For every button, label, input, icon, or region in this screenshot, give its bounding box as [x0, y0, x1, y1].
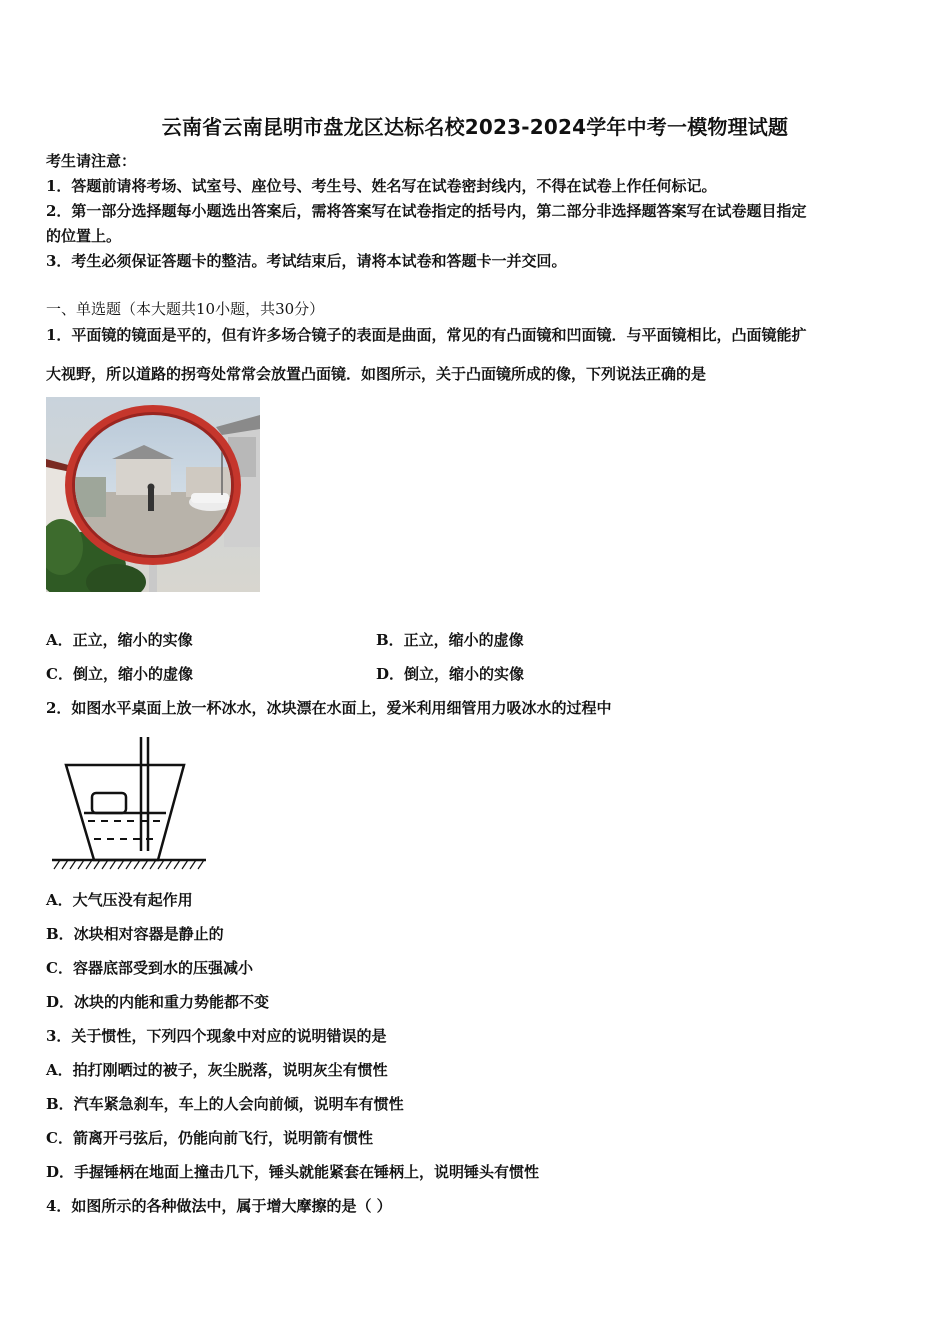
ice-water-cup-diagram [46, 733, 211, 873]
section-heading: 一、单选题（本大题共10小题，共30分） [46, 300, 325, 318]
question-2-option-c[interactable]: C．容器底部受到水的压强减小 [46, 959, 253, 977]
question-2-option-b[interactable]: B．冰块相对容器是静止的 [46, 925, 224, 943]
question-1-stem: 1．平面镜的镜面是平的，但有许多场合镜子的表面是曲面，常见的有凸面镜和凹面镜．与平面镜相比，凸面镜能扩 [46, 326, 807, 344]
notice-item: 的位置上。 [46, 227, 122, 245]
notice-heading: 考生请注意： [46, 152, 137, 170]
notice-item: 3．考生必须保证答题卡的整洁。考试结束后，请将本试卷和答题卡一并交回。 [46, 252, 567, 270]
question-3-stem: 3．关于惯性，下列四个现象中对应的说明错误的是 [46, 1027, 387, 1045]
question-3-option-c[interactable]: C．箭离开弓弦后，仍能向前飞行，说明箭有惯性 [46, 1129, 373, 1147]
question-3-option-a[interactable]: A．拍打刚晒过的被子，灰尘脱落，说明灰尘有惯性 [46, 1061, 388, 1079]
question-4-stem: 4．如图所示的各种做法中，属于增大摩擦的是（ ） [46, 1197, 392, 1215]
question-1-option-c[interactable]: C．倒立，缩小的虚像 [46, 665, 193, 683]
question-2-option-a[interactable]: A．大气压没有起作用 [46, 891, 193, 909]
page-title: 云南省云南昆明市盘龙区达标名校2023-2024学年中考一模物理试题 [161, 115, 789, 139]
question-2-stem: 2．如图水平桌面上放一杯冰水，冰块漂在水面上，爱米利用细管用力吸冰水的过程中 [46, 699, 612, 717]
question-2-option-d[interactable]: D．冰块的内能和重力势能都不变 [46, 993, 270, 1011]
convex-mirror-photo [46, 397, 260, 592]
notice-item: 2．第一部分选择题每小题选出答案后，需将答案写在试卷指定的括号内，第二部分非选择题答案写在试卷题目指定 [46, 202, 807, 220]
question-3-option-d[interactable]: D．手握锤柄在地面上撞击几下，锤头就能紧套在锤柄上，说明锤头有惯性 [46, 1163, 540, 1181]
question-1-option-a[interactable]: A．正立，缩小的实像 [46, 631, 193, 649]
notice-item: 1．答题前请将考场、试室号、座位号、考生号、姓名写在试卷密封线内，不得在试卷上作任何标记。 [46, 177, 717, 195]
question-1-option-b[interactable]: B．正立，缩小的虚像 [376, 631, 524, 649]
question-1-stem-cont: 大视野，所以道路的拐弯处常常会放置凸面镜．如图所示，关于凸面镜所成的像，下列说法正确的是 [46, 365, 707, 383]
question-3-option-b[interactable]: B．汽车紧急刹车，车上的人会向前倾，说明车有惯性 [46, 1095, 404, 1113]
question-1-option-d[interactable]: D．倒立，缩小的实像 [376, 665, 525, 683]
